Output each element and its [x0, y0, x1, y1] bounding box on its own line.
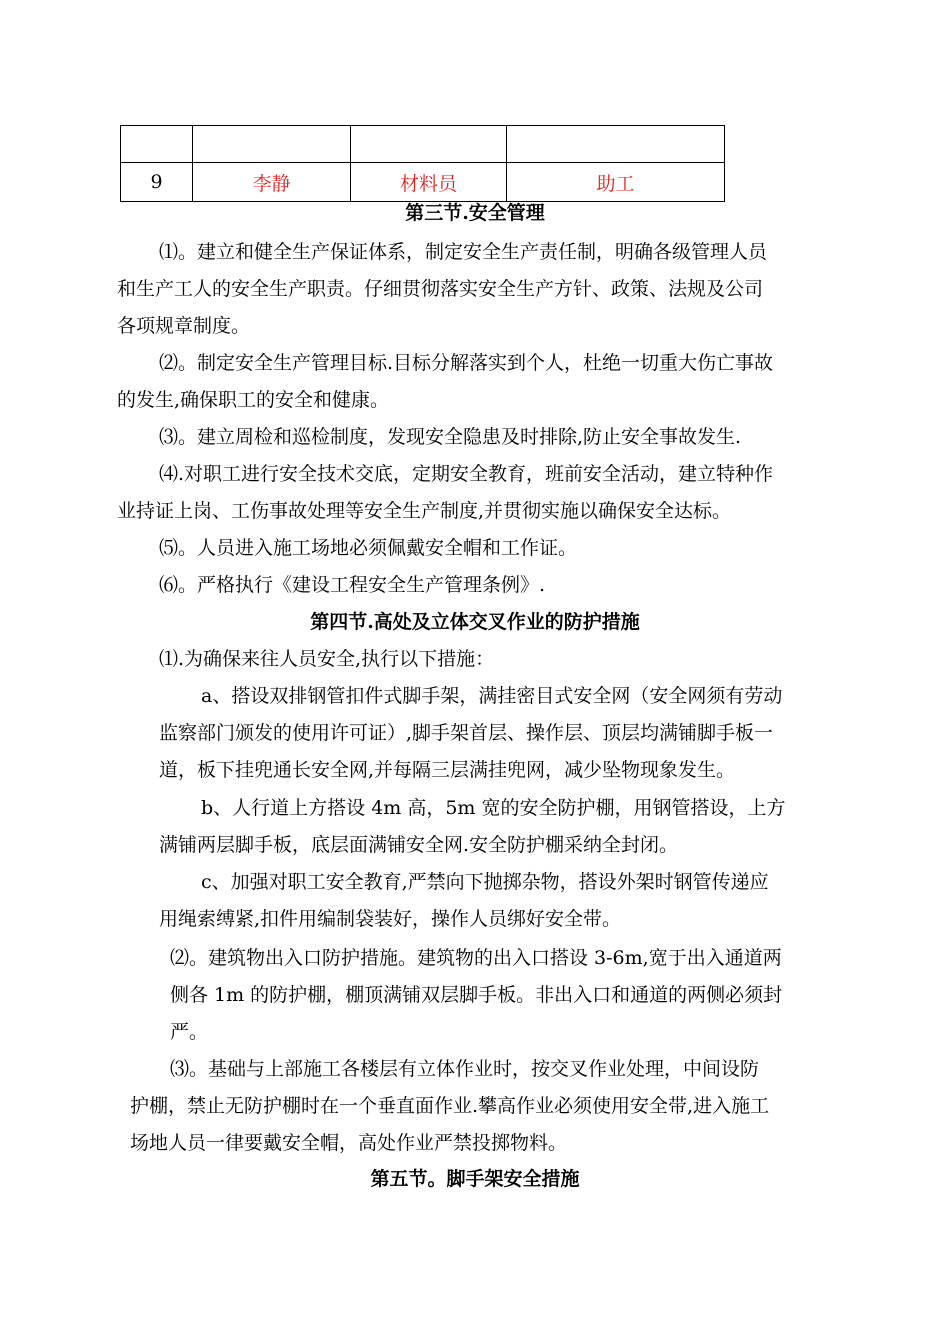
paragraph-line: ⑹。严格执行《建设工程安全生产管理条例》.	[159, 574, 546, 596]
paragraph-line: 满铺两层脚手板，底层面满铺安全网.安全防护棚采纳全封闭。	[159, 834, 679, 856]
paragraph-line: ⑵。制定安全生产管理目标.目标分解落实到个人，杜绝一切重大伤亡事故	[159, 352, 774, 374]
paragraph-line: ⑶。基础与上部施工各楼层有立体作业时，按交叉作业处理，中间设防	[170, 1058, 760, 1080]
section-4-item-2	[170, 940, 782, 1051]
section-3-item-5	[159, 530, 577, 567]
section-3-item-4	[117, 456, 773, 530]
section-3-heading: 第三节.安全管理	[405, 202, 545, 224]
table-cell	[351, 126, 507, 163]
staff-title: 助工	[507, 163, 725, 202]
paragraph-line: 业持证上岗、工伤事故处理等安全生产制度,并贯彻实施以确保安全达标。	[117, 500, 732, 522]
section-3-item-2	[117, 345, 773, 419]
paragraph-line: b、人行道上方搭设 4m 高，5m 宽的安全防护棚，用钢管搭设，上方	[201, 797, 786, 819]
paragraph-line: 和生产工人的安全生产职责。仔细贯彻落实安全生产方针、政策、法规及公司	[117, 278, 764, 300]
table-cell	[121, 126, 193, 163]
paragraph-line: ⑵。建筑物出入口防护措施。建筑物的出入口搭设 3-6m,宽于出入通道两	[170, 947, 782, 969]
paragraph-line: 严。	[170, 1021, 209, 1043]
paragraph-line: 的发生,确保职工的安全和健康。	[117, 389, 390, 411]
paragraph-line: ⑶。建立周检和巡检制度，发现安全隐患及时排除,防止安全事故发生.	[159, 426, 742, 448]
section-3-item-3	[159, 419, 741, 456]
paragraph-line: 各项规章制度。	[117, 315, 251, 337]
paragraph-line: ⑷.对职工进行安全技术交底，定期安全教育，班前安全活动，建立特种作	[159, 463, 774, 485]
section-3-item-1	[117, 234, 767, 345]
row-number: 9	[121, 163, 193, 202]
section-4-sub-b	[159, 790, 786, 864]
paragraph-line: 用绳索缚紧,扣件用编制袋装好，操作人员绑好安全带。	[159, 908, 622, 930]
paragraph-line: ⑴.为确保来往人员安全,执行以下措施：	[159, 648, 495, 670]
section-3-item-6	[159, 567, 545, 604]
section-4-intro	[159, 641, 494, 678]
paragraph-line: 侧各 1m 的防护棚，棚顶满铺双层脚手板。非出入口和通道的两侧必须封	[170, 984, 783, 1006]
table-row	[121, 163, 725, 202]
paragraph-line: c、加强对职工安全教育,严禁向下抛掷杂物，搭设外架时钢管传递应	[201, 871, 769, 893]
paragraph-line: 场地人员一律要戴安全帽，高处作业严禁投掷物料。	[130, 1132, 568, 1154]
table-cell	[507, 126, 725, 163]
section-4-sub-c	[159, 864, 769, 938]
section-4-heading: 第四节.高处及立体交叉作业的防护措施	[310, 611, 640, 633]
paragraph-line: ⑸。人员进入施工场地必须佩戴安全帽和工作证。	[159, 537, 578, 559]
table-row	[121, 126, 725, 163]
section-5-heading: 第五节。脚手架安全措施	[370, 1168, 580, 1190]
staff-table	[120, 125, 725, 202]
section-4-sub-a	[159, 678, 782, 789]
table-cell	[193, 126, 351, 163]
paragraph-line: ⑴。建立和健全生产保证体系，制定安全生产责任制，明确各级管理人员	[159, 241, 768, 263]
paragraph-line: 道，板下挂兜通长安全网,并每隔三层满挂兜网，减少坠物现象发生。	[159, 759, 736, 781]
section-4-item-3	[130, 1051, 769, 1162]
staff-name: 李静	[193, 163, 351, 202]
paragraph-line: a、搭设双排钢管扣件式脚手架，满挂密目式安全网（安全网须有劳动	[201, 685, 783, 707]
staff-position: 材料员	[351, 163, 507, 202]
paragraph-line: 护棚，禁止无防护棚时在一个垂直面作业.攀高作业必须使用安全带,进入施工	[130, 1095, 770, 1117]
paragraph-line: 监察部门颁发的使用许可证）,脚手架首层、操作层、顶层均满铺脚手板一	[159, 722, 774, 744]
